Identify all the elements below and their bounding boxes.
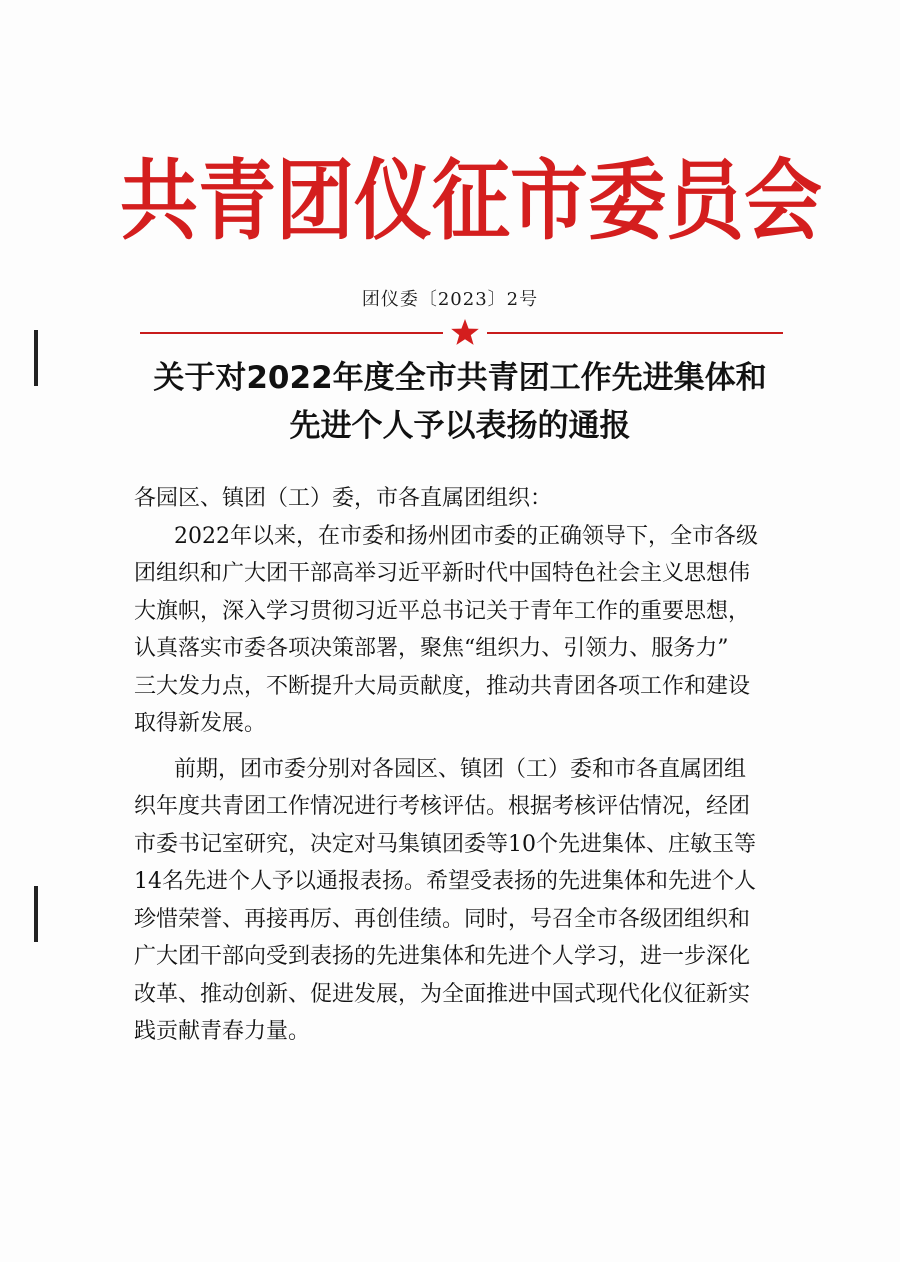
paragraph-line: 织年度共青团工作情况进行考核评估。根据考核评估情况，经团	[134, 794, 751, 819]
paragraph-2	[134, 751, 774, 1051]
binding-mark-top	[34, 330, 38, 386]
paragraph-line: 广大团干部向受到表扬的先进集体和先进个人学习，进一步深化	[134, 944, 751, 969]
paragraph-line: 珍惜荣誉、再接再厉、再创佳绩。同时，号召全市各级团组织和	[134, 906, 751, 932]
paragraph-line: 2022年以来，在市委和扬州团市委的正确领导下，全市各级	[174, 523, 758, 549]
paragraph-line: 14名先进个人予以通报表扬。希望受表扬的先进集体和先进个人	[134, 869, 756, 894]
notice-title-line: 先进个人予以表扬的通报	[289, 408, 631, 444]
paragraph-line: 三大发力点，不断提升大局贡献度，推动共青团各项工作和建设	[134, 673, 751, 699]
paragraph-line: 认真落实市委各项决策部署，聚焦“组织力、引领力、服务力”	[134, 636, 729, 661]
notice-title-line: 关于对2022年度全市共青团工作先进集体和	[153, 360, 767, 396]
paragraph-line: 取得新发展。	[134, 711, 267, 736]
binding-mark-bottom	[34, 886, 38, 942]
red-rule-left	[140, 332, 443, 334]
paragraph-gap	[134, 743, 774, 751]
paragraph-line: 改革、推动创新、促进发展，为全面推进中国式现代化仪征新实	[134, 981, 751, 1007]
paragraph-line: 践贡献青春力量。	[134, 1019, 311, 1044]
notice-body	[134, 480, 774, 1051]
issuer-header: 共青团仪征市委员会	[120, 151, 823, 253]
paragraph-1	[134, 518, 774, 743]
paragraph-line: 大旗帜，深入学习贯彻习近平总书记关于青年工作的重要思想，	[134, 598, 751, 624]
document-number: 团仪委〔2023〕2号	[361, 289, 539, 310]
star-icon	[450, 318, 480, 346]
red-rule-right	[487, 332, 783, 334]
paragraph-line: 团组织和广大团干部高举习近平新时代中国特色社会主义思想伟	[134, 561, 751, 586]
salutation: 各园区、镇团（工）委，市各直属团组织：	[134, 486, 553, 511]
notice-title	[100, 354, 820, 450]
paragraph-line: 前期，团市委分别对各园区、镇团（工）委和市各直属团组	[174, 756, 747, 782]
paragraph-line: 市委书记室研究，决定对马集镇团委等10个先进集体、庄敏玉等	[134, 831, 756, 857]
